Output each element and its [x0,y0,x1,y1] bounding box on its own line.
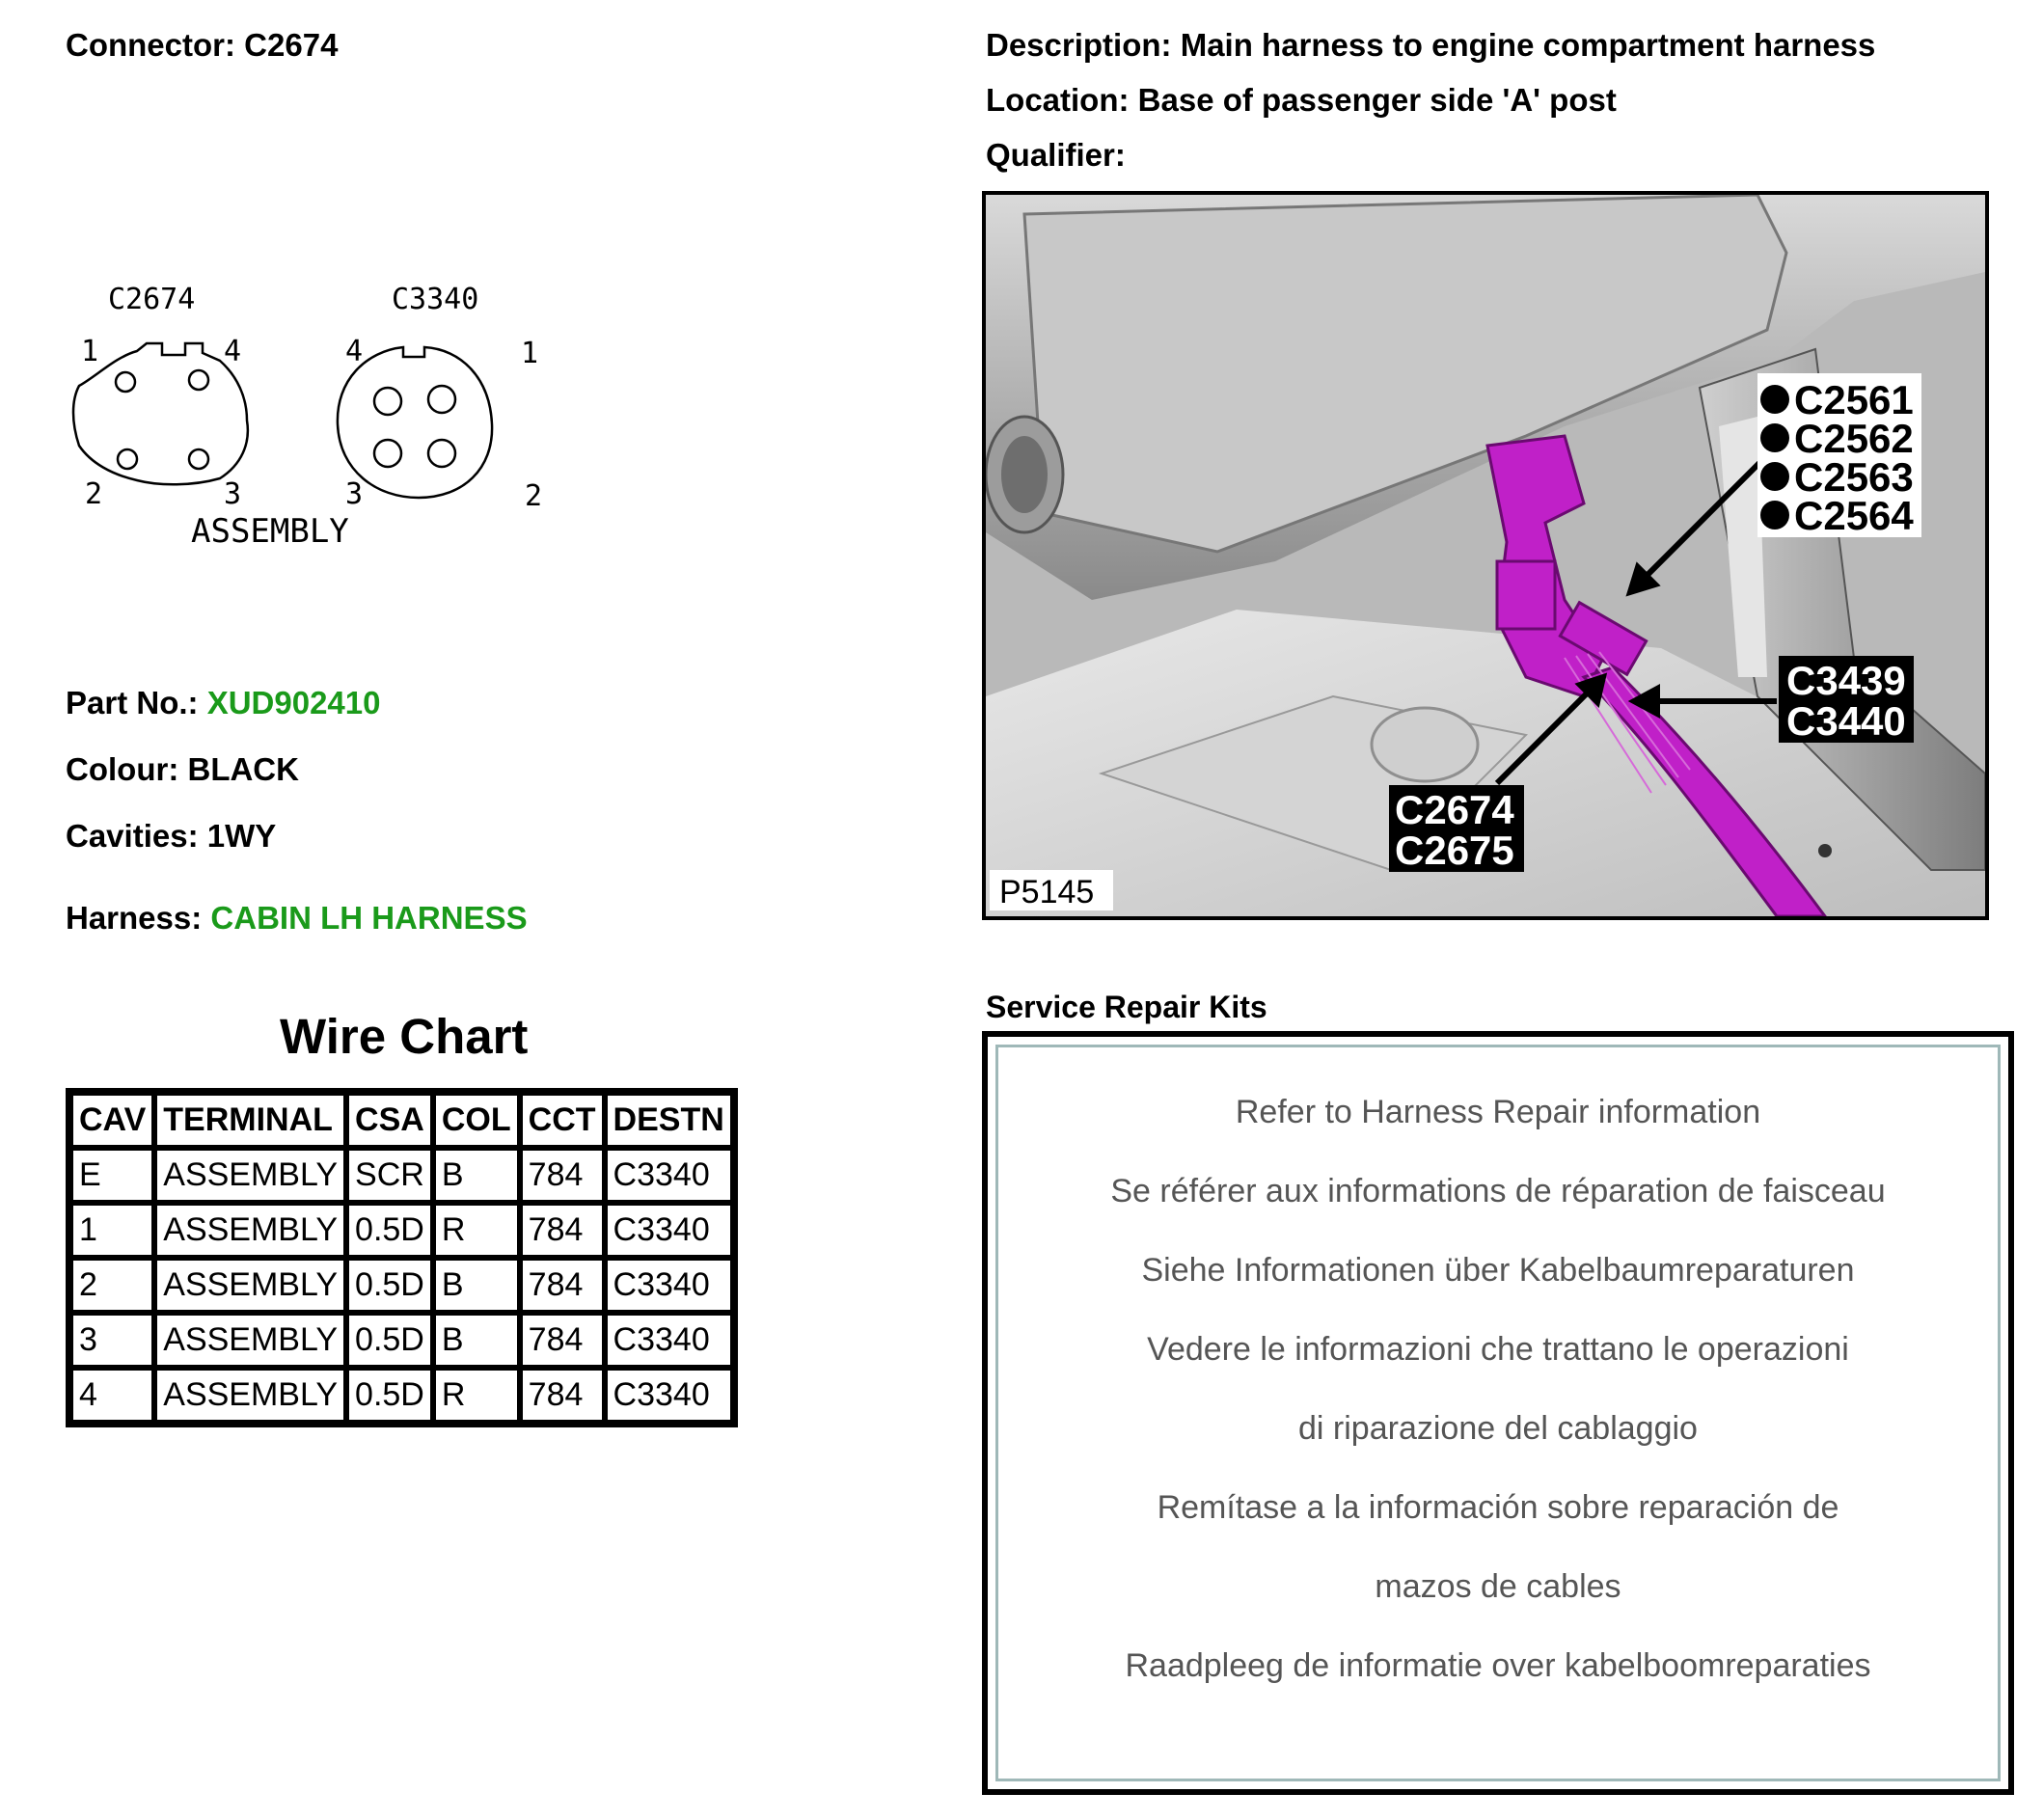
harness-field [66,900,528,937]
qualifier-field [986,137,1126,174]
srk-inner-frame [995,1045,2001,1781]
connector-field [66,27,338,64]
cell-cav: 3 [70,1313,154,1368]
cell-csa: SCR [346,1148,433,1203]
cell-terminal: ASSEMBLY [154,1313,346,1368]
callout-c2675: C2675 [1395,828,1514,873]
table-row [70,1258,733,1313]
cell-cct: 784 [520,1258,605,1313]
cell-csa: 0.5D [346,1258,433,1313]
connector-location-image [982,191,1989,920]
right-pin-2: 2 [525,479,543,513]
qualifier-label: Qualifier: [986,137,1126,173]
location-label: Location: [986,82,1130,118]
callout-c2564: C2564 [1794,493,1914,538]
srk-title: Service Repair Kits [986,990,1267,1024]
diagram-right-title: C3340 [392,283,479,316]
right-pin-4: 4 [345,335,364,368]
colour-label: Colour: [66,751,179,787]
table-row [70,1203,733,1258]
cavities-value: 1WY [206,818,277,854]
cell-csa: 0.5D [346,1313,433,1368]
left-pin-4: 4 [224,335,242,368]
srk-line-de: Siehe Informationen über Kabelbaumreparaturen [1141,1252,1855,1289]
left-pin-2: 2 [85,477,103,511]
header-terminal: TERMINAL [154,1093,346,1148]
cell-destn: C3340 [605,1148,733,1203]
left-pin-1: 1 [81,335,99,368]
cell-col: B [433,1258,520,1313]
header-col: COL [433,1093,520,1148]
cell-cct: 784 [520,1203,605,1258]
connector-value: C2674 [244,27,339,63]
cell-destn: C3340 [605,1313,733,1368]
service-repair-kits-box [982,1031,2014,1795]
table-row [70,1368,733,1423]
cell-csa: 0.5D [346,1203,433,1258]
srk-line-it-2: di riparazione del cablaggio [1298,1410,1698,1447]
header-csa: CSA [346,1093,433,1148]
wire-chart-table [66,1088,738,1427]
image-ref: P5145 [999,874,1095,910]
callout-c3439: C3439 [1786,658,1906,703]
description-label: Description: [986,27,1172,63]
cell-destn: C3340 [605,1368,733,1423]
table-row [70,1148,733,1203]
header-cav: CAV [70,1093,154,1148]
description-field [986,27,1875,64]
colour-field [66,751,299,788]
callout-c3440: C3440 [1786,698,1906,744]
srk-line-es-2: mazos de cables [1375,1568,1621,1605]
cavities-field [66,818,276,855]
callout-c2562: C2562 [1794,416,1914,461]
cell-cav: 1 [70,1203,154,1258]
table-row [70,1313,733,1368]
cavities-label: Cavities: [66,818,199,854]
cell-terminal: ASSEMBLY [154,1203,346,1258]
location-value: Base of passenger side 'A' post [1137,82,1617,118]
table-header-row [70,1093,733,1148]
cell-cct: 784 [520,1313,605,1368]
part-no-link[interactable]: XUD902410 [206,685,381,720]
cell-col: B [433,1313,520,1368]
cell-col: B [433,1148,520,1203]
cell-cct: 784 [520,1148,605,1203]
cell-csa: 0.5D [346,1368,433,1423]
srk-line-it-1: Vedere le informazioni che trattano le operazioni [1147,1331,1849,1368]
wire-chart-title: Wire Chart [280,1009,529,1064]
diagram-caption: ASSEMBLY [191,512,349,551]
srk-line-fr: Se référer aux informations de réparation de faisceau [1110,1173,1886,1209]
part-no-field [66,685,380,721]
callout-c2674: C2674 [1395,787,1514,832]
callout-c2561: C2561 [1794,377,1914,422]
cell-cav: E [70,1148,154,1203]
cell-cav: 4 [70,1368,154,1423]
right-pin-1: 1 [521,337,539,370]
cell-terminal: ASSEMBLY [154,1148,346,1203]
srk-line-en: Refer to Harness Repair information [1235,1094,1761,1130]
part-no-label: Part No.: [66,685,199,720]
callout-c2563: C2563 [1794,454,1914,500]
location-field [986,82,1617,119]
cell-cav: 2 [70,1258,154,1313]
left-pin-3: 3 [224,477,242,511]
harness-label: Harness: [66,900,203,936]
harness-link[interactable]: CABIN LH HARNESS [210,900,528,936]
srk-line-es-1: Remítase a la información sobre reparación de [1157,1489,1839,1526]
cell-terminal: ASSEMBLY [154,1258,346,1313]
srk-line-nl: Raadpleeg de informatie over kabelboomreparaties [1125,1647,1871,1684]
cell-destn: C3340 [605,1203,733,1258]
colour-value: BLACK [187,751,299,787]
connector-label: Connector: [66,27,235,63]
cell-destn: C3340 [605,1258,733,1313]
connector-face-diagram [58,280,579,588]
description-value: Main harness to engine compartment harness [1180,27,1876,63]
right-pin-3: 3 [345,477,364,511]
cell-terminal: ASSEMBLY [154,1368,346,1423]
header-destn: DESTN [605,1093,733,1148]
cell-col: R [433,1368,520,1423]
diagram-left-title: C2674 [108,283,196,316]
header-cct: CCT [520,1093,605,1148]
cell-col: R [433,1203,520,1258]
cell-cct: 784 [520,1368,605,1423]
